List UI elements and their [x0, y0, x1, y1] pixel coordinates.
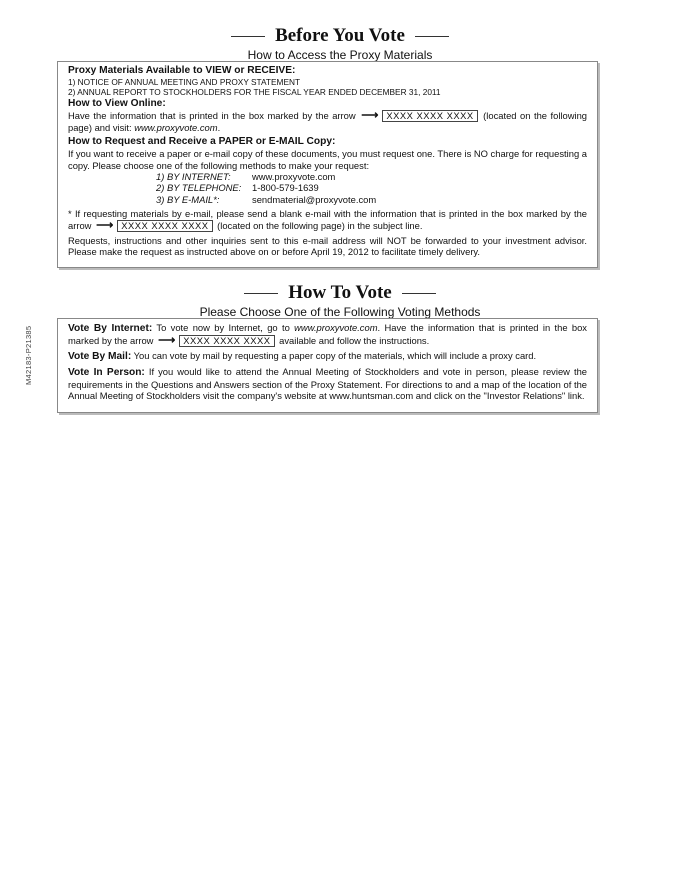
document-code: M42183-P21385	[24, 325, 33, 385]
how-to-vote-heading	[0, 282, 680, 319]
section-subtitle: Please Choose One of the Following Voting Methods	[199, 305, 481, 319]
material-item: 1) NOTICE OF ANNUAL MEETING AND PROXY STATEMENT	[68, 77, 301, 87]
vote-by-mail: Vote By Mail: You can vote by mail by requesting a paper copy of the materials, which will include a proxy card.	[68, 350, 537, 362]
request-methods	[156, 171, 587, 205]
control-number-box: XXXX XXXX XXXX	[382, 110, 477, 122]
request-copy-heading: How to Request and Receive a PAPER or E-MAIL Copy:	[68, 136, 336, 148]
material-item: 2) ANNUAL REPORT TO STOCKHOLDERS FOR THE FISCAL YEAR ENDED DECEMBER 31, 2011	[68, 87, 441, 98]
section-title: How To Vote	[288, 282, 392, 303]
before-you-vote-heading	[0, 25, 680, 62]
section-title: Before You Vote	[275, 25, 405, 46]
proxyvote-link[interactable]: www.proxyvote.com	[134, 121, 218, 133]
section-subtitle: How to Access the Proxy Materials	[247, 48, 433, 62]
proxyvote-link[interactable]: www.proxyvote.com	[294, 322, 378, 333]
title-rule-left	[231, 36, 265, 37]
vote-in-person: Vote In Person: If you would like to attend the Annual Meeting of Stockholders and vote in person, please review the requirements in the Questions and Answers section of the Proxy Statement. For directions to and a map of the location of the Annual Meeting of Stockholders visit the company's website at www.huntsman.com and click on the "Investor Relations" link.	[68, 366, 587, 402]
request-method-internet: 1) BY INTERNET: www.proxyvote.com	[156, 171, 336, 183]
title-rule-right	[402, 293, 436, 294]
vote-by-internet: Vote By Internet: To vote now by Internet, go to www.proxyvote.com. Have the information that is printed in the box marked by the arrow ⟶ XXXX XXXX XXXX available and follow the instructions.	[68, 322, 587, 347]
right-arrow-icon: ⟶	[158, 333, 176, 347]
control-number-box: XXXX XXXX XXXX	[179, 335, 274, 347]
title-rule-right	[415, 36, 449, 37]
view-online-text: Have the information that is printed in the box marked by the arrow ⟶ XXXX XXXX XXXX (located on the following page) and visit: www.proxyvote.com.	[68, 107, 588, 133]
requests-note: Requests, instructions and other inquiries sent to this e-mail address will NOT be forwarded to your investment advisor. Please make the request as instructed above on or before April 19, 2012 to facilitate timely delivery.	[68, 234, 587, 258]
view-online-heading: How to View Online:	[68, 97, 166, 109]
request-method-telephone: 2) BY TELEPHONE: 1-800-579-1639	[156, 182, 319, 194]
proxy-materials-box	[57, 61, 598, 268]
control-number-box: XXXX XXXX XXXX	[117, 220, 212, 232]
right-arrow-icon: ⟶	[96, 217, 114, 232]
email-note: * If requesting materials by e-mail, please send a blank e-mail with the information that is printed in the box marked by the arrow ⟶ XXXX XXXX XXXX (located on the following page) in the subject line.	[68, 208, 587, 232]
right-arrow-icon: ⟶	[361, 107, 379, 122]
request-copy-text: If you want to receive a paper or e-mail copy of these documents, you must request one. There is NO charge for requesting a copy. Please choose one of the following methods to make your request:	[68, 148, 587, 171]
title-rule-left	[244, 293, 278, 294]
voting-methods-box	[57, 318, 598, 413]
request-method-email: 3) BY E-MAIL*: sendmaterial@proxyvote.com	[156, 193, 377, 205]
materials-heading: Proxy Materials Available to VIEW or RECEIVE:	[68, 65, 296, 76]
